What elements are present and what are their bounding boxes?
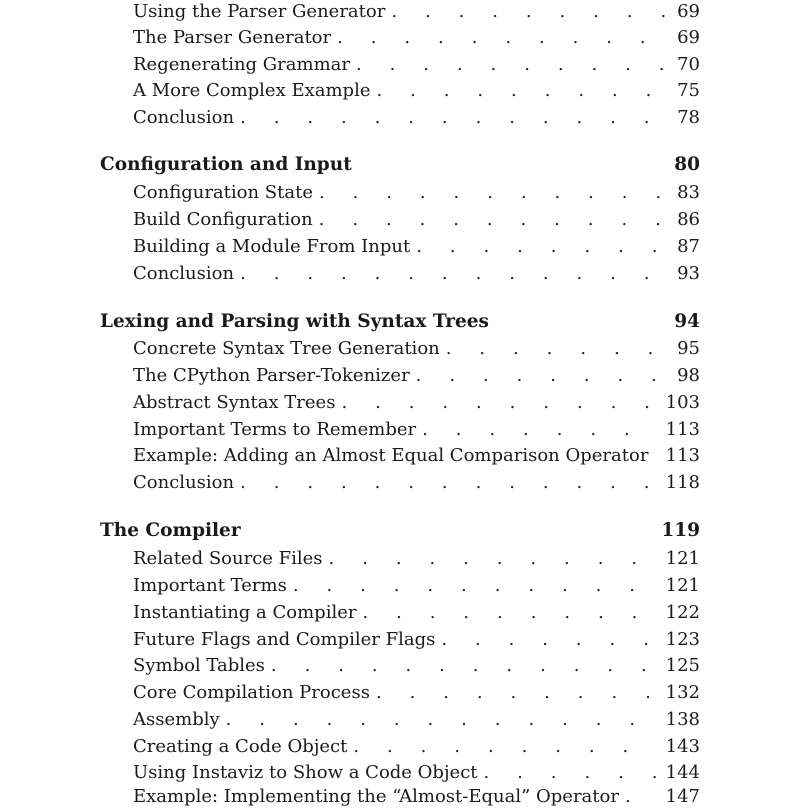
toc-entry-title: Regenerating Grammar — [133, 54, 350, 75]
toc-entry-page: 86 — [677, 209, 700, 230]
toc-entry — [133, 209, 700, 235]
dot-leader — [446, 338, 667, 359]
toc-entry-page: 123 — [665, 629, 700, 650]
toc-entry — [133, 338, 700, 364]
toc-entry-title: Important Terms — [133, 575, 287, 596]
toc-entry-page: 78 — [677, 107, 700, 128]
dot-leader — [271, 655, 656, 676]
toc-entry-page: 132 — [665, 682, 700, 703]
dot-leader — [416, 236, 667, 257]
toc-entry-page: 98 — [677, 365, 700, 386]
toc-entry — [133, 655, 700, 681]
toc-entry-page: 138 — [665, 709, 700, 730]
toc-entry-page: 121 — [665, 548, 700, 569]
toc-entry — [133, 762, 700, 788]
dot-leader — [376, 682, 656, 703]
dot-leader — [484, 762, 656, 783]
toc-entry-page: 69 — [677, 1, 700, 22]
dot-leader — [362, 602, 655, 623]
dot-leader — [240, 472, 656, 493]
toc-entry-title: Important Terms to Remember — [133, 419, 417, 440]
toc-entry-title: Example: Implementing the “Almost-Equal” Operator — [133, 786, 619, 807]
toc-entry — [133, 1, 700, 27]
toc-entry-title: Build Configuration — [133, 209, 313, 230]
toc-chapter-title: Lexing and Parsing with Syntax Trees — [100, 311, 489, 332]
toc-entry-page: 83 — [677, 182, 700, 203]
dot-leader — [422, 419, 656, 440]
toc-entry-title: Using the Parser Generator — [133, 1, 386, 22]
toc-entry — [133, 629, 700, 655]
toc-entry-page: 147 — [665, 786, 700, 807]
toc-entry-title: Core Compilation Process — [133, 682, 370, 703]
toc-entry-title: Building a Module From Input — [133, 236, 411, 257]
toc-entry-page: 75 — [677, 80, 700, 101]
dot-leader — [319, 209, 667, 230]
toc-chapter — [100, 154, 700, 180]
dot-leader — [293, 575, 656, 596]
toc-chapter — [100, 311, 700, 337]
toc-entry-title: A More Complex Example — [133, 80, 371, 101]
dot-leader — [416, 365, 667, 386]
toc-entry-page: 143 — [665, 736, 700, 757]
toc-entry-page: 70 — [677, 54, 700, 75]
dot-leader — [654, 445, 655, 466]
toc-chapter — [100, 520, 700, 546]
toc-entry — [133, 445, 700, 471]
dot-leader — [319, 182, 667, 203]
toc-entry — [133, 365, 700, 391]
toc-entry — [133, 709, 700, 735]
dot-leader — [329, 548, 656, 569]
toc-entry — [133, 54, 700, 80]
toc-entry-title: Concrete Syntax Tree Generation — [133, 338, 440, 359]
toc-entry-page: 113 — [665, 445, 700, 466]
toc-entry — [133, 548, 700, 574]
toc-chapter-page: 94 — [674, 311, 700, 332]
toc-entry — [133, 472, 700, 498]
toc-entry — [133, 419, 700, 445]
toc-entry-title: Conclusion — [133, 263, 235, 284]
dot-leader — [337, 27, 667, 48]
toc-entry-title: Instantiating a Compiler — [133, 602, 357, 623]
toc-entry-page: 113 — [665, 419, 700, 440]
toc-entry — [133, 575, 700, 601]
toc-entry — [133, 107, 700, 133]
toc-entry — [133, 263, 700, 289]
dot-leader — [391, 1, 667, 22]
toc-chapter-page: 119 — [661, 520, 700, 541]
toc-entry-title: Symbol Tables — [133, 655, 265, 676]
dot-leader — [341, 392, 655, 413]
toc-chapter-title: The Compiler — [100, 520, 241, 541]
toc-entry — [133, 80, 700, 106]
dot-leader — [625, 786, 656, 807]
toc-entry — [133, 602, 700, 628]
dot-leader — [356, 54, 667, 75]
toc-entry-title: Configuration State — [133, 182, 313, 203]
toc-entry-page: 118 — [665, 472, 700, 493]
toc-entry-title: Conclusion — [133, 107, 235, 128]
toc-entry-page: 121 — [665, 575, 700, 596]
toc-entry — [133, 182, 700, 208]
toc-chapter-page: 80 — [674, 154, 700, 175]
toc-entry-title: The Parser Generator — [133, 27, 332, 48]
dot-leader — [353, 736, 655, 757]
toc-entry — [133, 236, 700, 262]
dot-leader — [441, 629, 655, 650]
toc-entry-title: Example: Adding an Almost Equal Comparison Operator — [133, 445, 649, 466]
dot-leader — [226, 709, 656, 730]
dot-leader — [376, 80, 667, 101]
toc-entry-page: 87 — [677, 236, 700, 257]
toc-entry-title: The CPython Parser-Tokenizer — [133, 365, 410, 386]
toc-entry-page: 122 — [665, 602, 700, 623]
dot-leader — [240, 107, 667, 128]
toc-entry-page: 69 — [677, 27, 700, 48]
toc-entry — [133, 27, 700, 53]
toc-entry-page: 144 — [665, 762, 700, 783]
toc-entry-page: 103 — [665, 392, 700, 413]
toc-entry-title: Future Flags and Compiler Flags — [133, 629, 436, 650]
toc-entry-page: 95 — [677, 338, 700, 359]
dot-leader — [240, 263, 667, 284]
toc-entry-title: Related Source Files — [133, 548, 323, 569]
toc-entry-title: Using Instaviz to Show a Code Object — [133, 762, 478, 783]
toc-entry-title: Creating a Code Object — [133, 736, 348, 757]
toc-chapter-title: Configuration and Input — [100, 154, 352, 175]
toc-entry-title: Abstract Syntax Trees — [133, 392, 336, 413]
toc-entry — [133, 736, 700, 762]
toc-entry — [133, 682, 700, 708]
toc-entry-page: 125 — [665, 655, 700, 676]
toc-entry-title: Assembly — [133, 709, 220, 730]
toc-entry-title: Conclusion — [133, 472, 235, 493]
toc-entry — [133, 786, 700, 812]
toc-entry — [133, 392, 700, 418]
toc-entry-page: 93 — [677, 263, 700, 284]
